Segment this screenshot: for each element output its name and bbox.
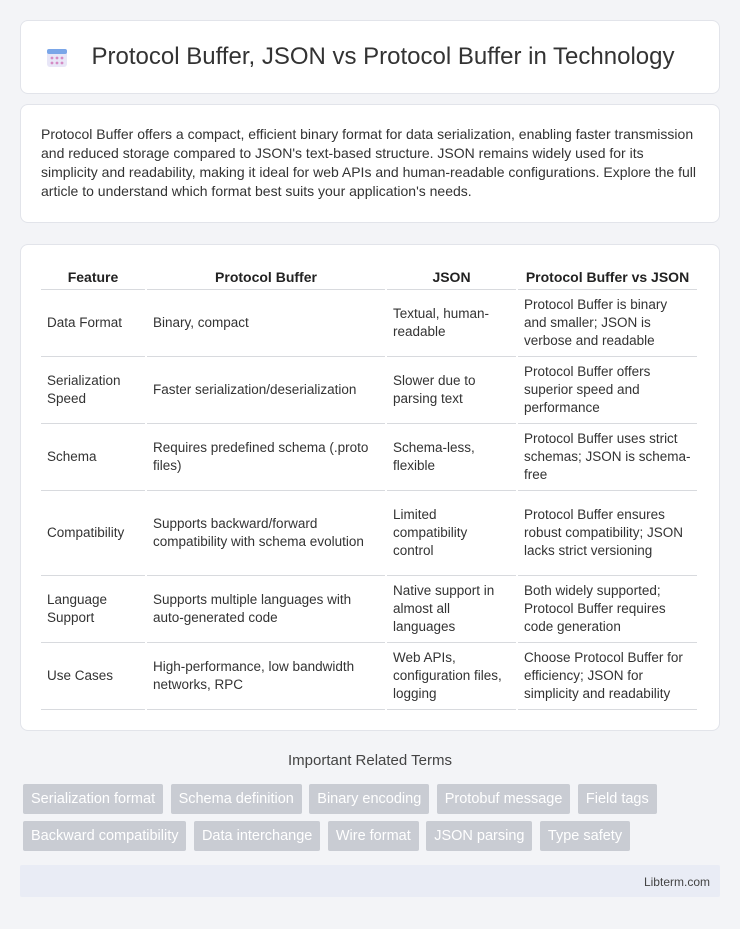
table-cell: Supports multiple languages with auto-generated code (146, 576, 386, 643)
table-cell: Supports backward/forward compatibility with schema evolution (146, 491, 386, 576)
intro-card (20, 104, 720, 223)
table-row (41, 357, 697, 424)
table-cell: Limited compatibility control (386, 491, 517, 576)
table-header-row (41, 263, 697, 290)
table-cell: Protocol Buffer uses strict schemas; JSON is schema-free (517, 424, 697, 491)
table-cell: Schema (41, 424, 146, 491)
related-term-tag[interactable]: Schema definition (171, 784, 302, 814)
related-term-tag[interactable]: Type safety (540, 821, 630, 851)
related-term-tag[interactable]: Data interchange (194, 821, 320, 851)
table-cell: Compatibility (41, 491, 146, 576)
table-cell: Native support in almost all languages (386, 576, 517, 643)
table-cell: Slower due to parsing text (386, 357, 517, 424)
related-term-tag[interactable]: Backward compatibility (23, 821, 186, 851)
related-term-tag[interactable]: Serialization format (23, 784, 163, 814)
column-header: Feature (41, 263, 146, 290)
table-row (41, 576, 697, 643)
related-term-tag[interactable]: Field tags (578, 784, 657, 814)
related-term-tag[interactable]: Binary encoding (309, 784, 429, 814)
table-cell: Schema-less, flexible (386, 424, 517, 491)
table-cell: Choose Protocol Buffer for efficiency; JSON for simplicity and readability (517, 643, 697, 710)
related-terms-list (23, 784, 723, 858)
table-cell: Faster serialization/deserialization (146, 357, 386, 424)
table-cell: Language Support (41, 576, 146, 643)
table-cell: Protocol Buffer is binary and smaller; JSON is verbose and readable (517, 290, 697, 357)
column-header: JSON (386, 263, 517, 290)
table-row (41, 491, 697, 576)
table-row (41, 290, 697, 357)
table-cell: Data Format (41, 290, 146, 357)
comparison-table (41, 263, 697, 710)
table-row (41, 643, 697, 710)
table-cell: Protocol Buffer offers superior speed and performance (517, 357, 697, 424)
table-cell: Textual, human-readable (386, 290, 517, 357)
title-card (20, 20, 720, 94)
table-cell: Binary, compact (146, 290, 386, 357)
table-cell: Use Cases (41, 643, 146, 710)
footer (20, 865, 720, 897)
related-term-tag[interactable]: JSON parsing (426, 821, 532, 851)
column-header: Protocol Buffer vs JSON (517, 263, 697, 290)
footer-site-link[interactable]: Libterm.com (643, 875, 710, 889)
intro-text: Protocol Buffer offers a compact, efficient binary format for data serialization, enabling faster transmission and reduced storage compared to JSON's text-based structure. JSON remains widely used for its simplicity and readability, making it ideal for web APIs and human-readable configurations. Explore the full article to understand which format best suits your application's needs. (41, 126, 696, 199)
related-term-tag[interactable]: Protobuf message (437, 784, 571, 814)
table-cell: High-performance, low bandwidth networks, RPC (146, 643, 386, 710)
calendar-grid-icon (46, 46, 68, 68)
table-cell: Web APIs, configuration files, logging (386, 643, 517, 710)
table-cell: Protocol Buffer ensures robust compatibility; JSON lacks strict versioning (517, 491, 697, 576)
table-cell: Both widely supported; Protocol Buffer requires code generation (517, 576, 697, 643)
table-cell: Requires predefined schema (.proto files) (146, 424, 386, 491)
page-title: Protocol Buffer, JSON vs Protocol Buffer in Technology (91, 43, 675, 70)
table-row (41, 424, 697, 491)
related-term-tag[interactable]: Wire format (328, 821, 419, 851)
comparison-table-card (20, 244, 720, 731)
related-terms-title: Important Related Terms (288, 752, 452, 769)
column-header: Protocol Buffer (146, 263, 386, 290)
table-cell: Serialization Speed (41, 357, 146, 424)
